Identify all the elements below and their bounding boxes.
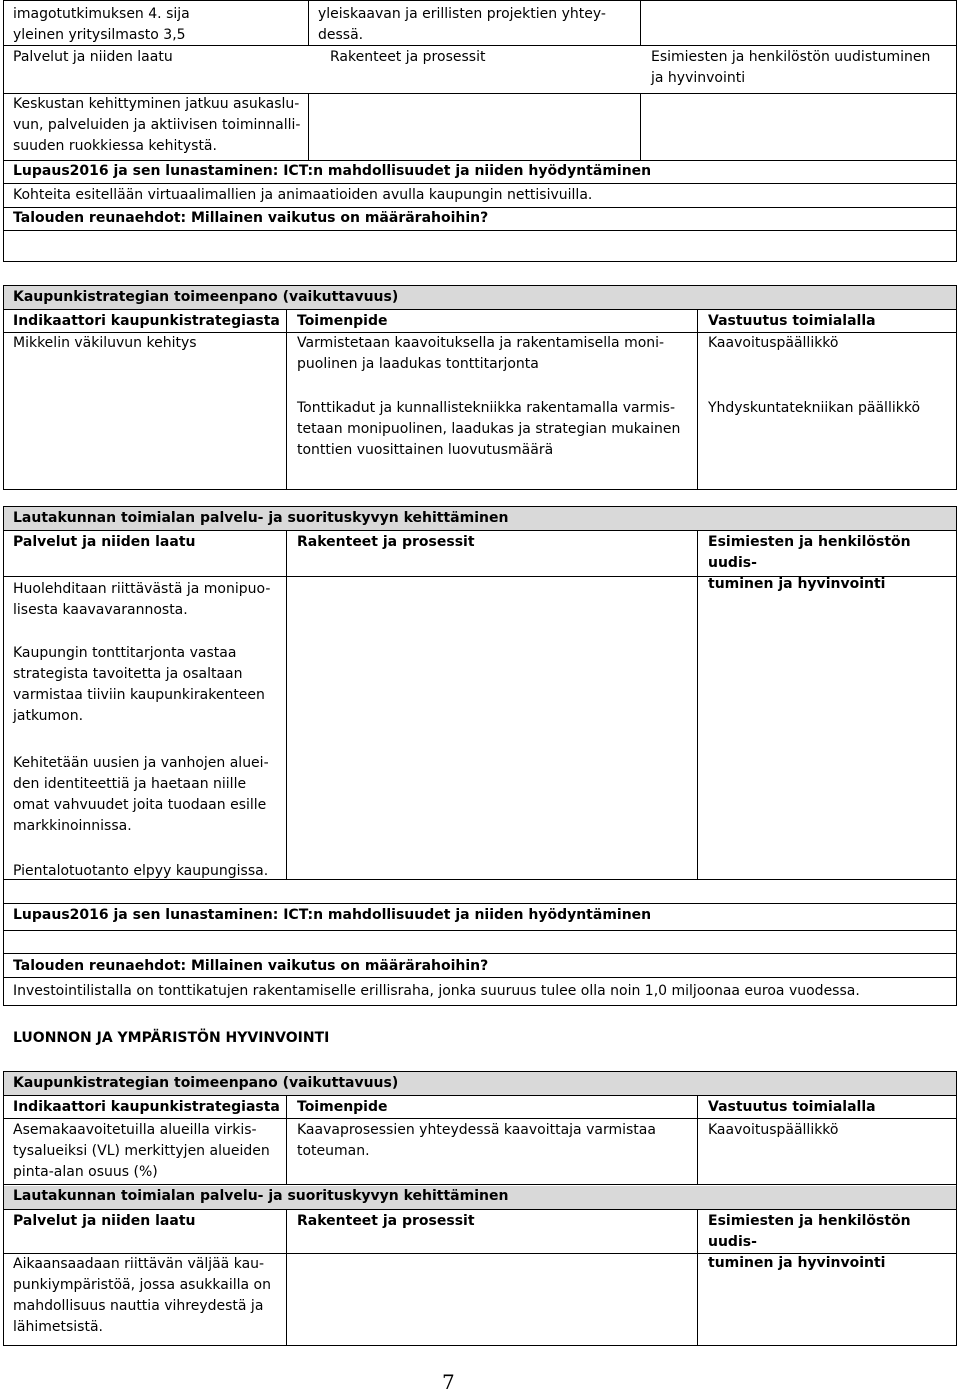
lupaus-text: Kohteita esitellään virtuaalimallien ja animaatioiden avulla kaupungin nettisivuilla. — [13, 187, 593, 203]
header-management-wellbeing: Esimiesten ja henkilöstön uudistuminen ja hyvinvointi — [651, 49, 931, 86]
header-structures-processes: Rakenteet ja prosessit — [297, 1213, 475, 1229]
page-number: 7 — [442, 1370, 455, 1394]
owner-zoning: Kaavoituspäällikkö — [708, 335, 839, 351]
header-indicator: Indikaattori kaupunkistrategiasta — [13, 313, 280, 329]
talous-text: Investointilistalla on tonttikatujen rakentamiselle erillisraha, jonka suuruus tulee olla noin 1,0 miljoonaa euroa vuodessa. — [13, 983, 860, 999]
action-planning: Kaavaprosessien yhteydessä kaavoittaja varmistaa toteuman. — [297, 1122, 656, 1159]
strategy-title: Kaupunkistrategian toimeenpano (vaikuttavuus) — [13, 1075, 399, 1091]
development-title: Lautakunnan toimialan palvelu- ja suorituskyvyn kehittäminen — [13, 1188, 509, 1204]
header-responsibility: Vastuutus toimialalla — [708, 313, 876, 329]
development-title: Lautakunnan toimialan palvelu- ja suorituskyvyn kehittäminen — [13, 510, 509, 526]
owner-engineering: Yhdyskuntatekniikan päällikkö — [708, 400, 921, 416]
cell-survey-results: imagotutkimuksen 4. sija yleinen yritysilmasto 3,5 — [13, 6, 190, 43]
indicator-green-areas: Asemakaavoitetuilla alueilla virkis- tysalueiksi (VL) merkittyjen alueiden pinta-alan osuus (%) — [13, 1122, 270, 1180]
header-management-wellbeing: Esimiesten ja henkilöstön uudis- tuminen ja hyvinvointi — [708, 534, 911, 592]
action-streets: Tonttikadut ja kunnallistekniikka rakentamalla varmis- tetaan monipuolinen, laadukas ja strategian mukainen tonttien vuosittainen luovutusmäärä — [297, 400, 681, 458]
strategy-title: Kaupunkistrategian toimeenpano (vaikuttavuus) — [13, 289, 399, 305]
indicator-population: Mikkelin väkiluvun kehitys — [13, 335, 197, 351]
header-action: Toimenpide — [297, 1099, 388, 1115]
service-item-identity: Kehitetään uusien ja vanhojen aluei- den identiteettiä ja haetaan niille omat vahvuudet joita tuodaan esille markkinoinnissa. — [13, 755, 269, 834]
header-structures-processes: Rakenteet ja prosessit — [297, 534, 475, 550]
action-zoning: Varmistetaan kaavoituksella ja rakentamisella moni- puolinen ja laadukas tonttitarjonta — [297, 335, 665, 372]
owner-zoning: Kaavoituspäällikkö — [708, 1122, 839, 1138]
cell-general-plan: yleiskaavan ja erillisten projektien yhtey- dessä. — [318, 6, 606, 43]
header-indicator: Indikaattori kaupunkistrategiasta — [13, 1099, 280, 1115]
service-item-reserve: Huolehditaan riittävästä ja monipuo- lisesta kaavavarannosta. — [13, 581, 271, 618]
header-services-quality: Palvelut ja niiden laatu — [13, 534, 196, 550]
header-services-quality: Palvelut ja niiden laatu — [13, 1213, 196, 1229]
talous-heading: Talouden reunaehdot: Millainen vaikutus on määrärahoihin? — [13, 958, 489, 974]
services-text: Keskustan kehittyminen jatkuu asukaslu- vun, palveluiden ja aktiivisen toiminnalli- suuden ruokkiessa kehitystä. — [13, 96, 301, 154]
talous-heading: Talouden reunaehdot: Millainen vaikutus on määrärahoihin? — [13, 210, 489, 226]
header-structures-processes: Rakenteet ja prosessit — [330, 49, 486, 65]
lupaus-heading: Lupaus2016 ja sen lunastaminen: ICT:n mahdollisuudet ja niiden hyödyntäminen — [13, 907, 652, 923]
header-services-quality: Palvelut ja niiden laatu — [13, 49, 173, 65]
header-responsibility: Vastuutus toimialalla — [708, 1099, 876, 1115]
header-management-wellbeing: Esimiesten ja henkilöstön uudis- tuminen ja hyvinvointi — [708, 1213, 911, 1271]
header-action: Toimenpide — [297, 313, 388, 329]
service-item-plots: Kaupungin tonttitarjonta vastaa strategista tavoitetta ja osaltaan varmistaa tiiviin kaupunkirakenteen jatkumon. — [13, 645, 265, 724]
section-title: LUONNON JA YMPÄRISTÖN HYVINVOINTI — [13, 1030, 330, 1046]
lupaus-heading: Lupaus2016 ja sen lunastaminen: ICT:n mahdollisuudet ja niiden hyödyntäminen — [13, 163, 652, 179]
service-item-housing: Pientalotuotanto elpyy kaupungissa. — [13, 863, 269, 879]
service-item-green-environment: Aikaansaadaan riittävän väljää kau- punkiympäristöä, jossa asukkailla on mahdollisuus nauttia vihreydestä ja lähimetsistä. — [13, 1256, 271, 1335]
